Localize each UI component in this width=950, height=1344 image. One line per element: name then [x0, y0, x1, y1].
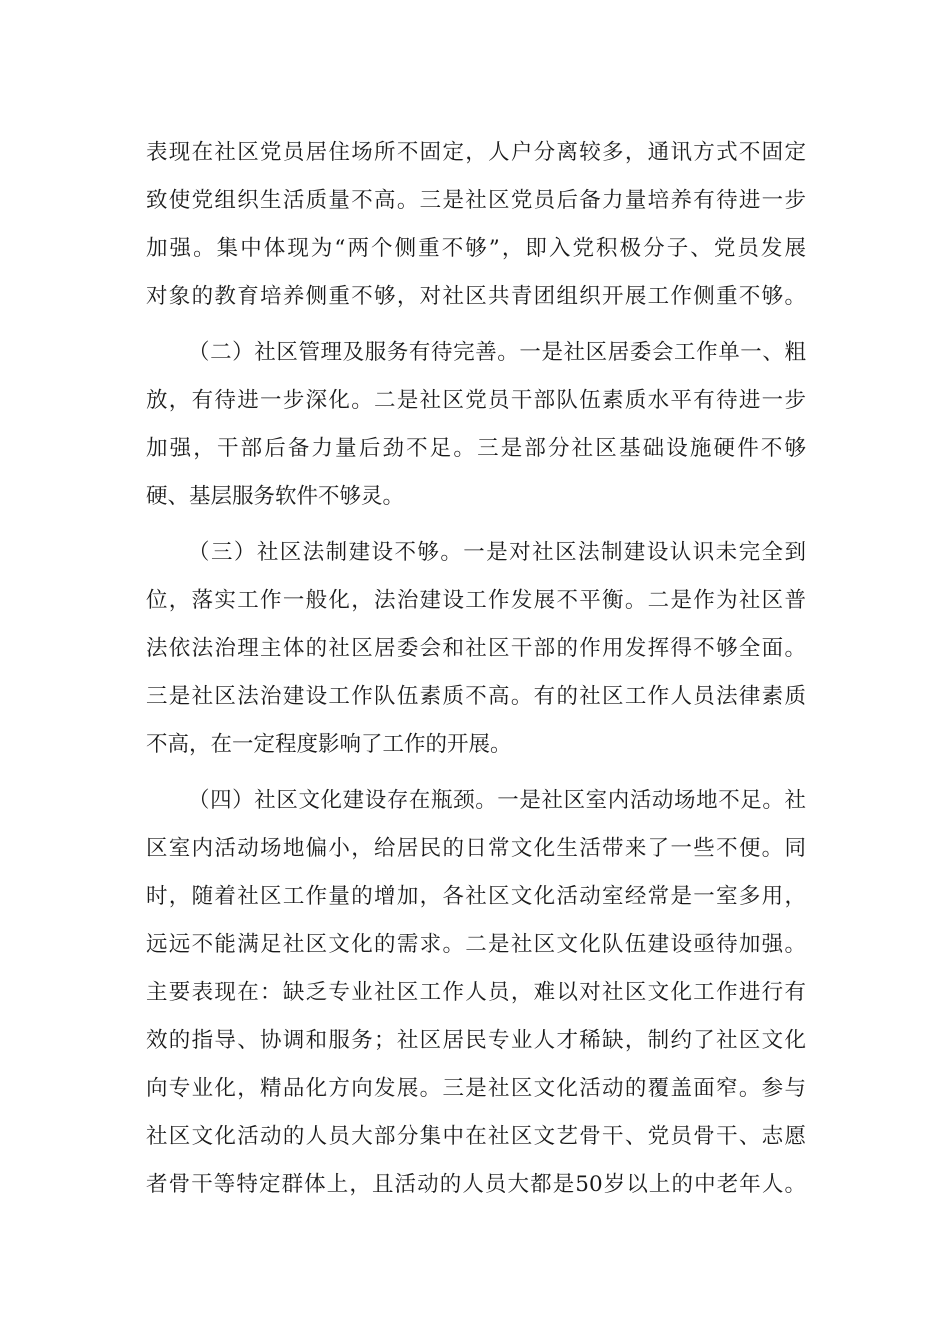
paragraph-heading-line: （三）社区法制建设不够。一是对社区法制建设认识未完全到 — [188, 540, 806, 565]
text-line: 区室内活动场地偏小，给居民的日常文化生活带来了一些不便。同 — [146, 836, 806, 861]
text-line: 向专业化，精品化方向发展。三是社区文化活动的覆盖面窄。参与 — [146, 1076, 806, 1101]
text-line: 加强，干部后备力量后劲不足。三是部分社区基础设施硬件不够 — [146, 436, 806, 461]
text-line: 放，有待进一步深化。二是社区党员干部队伍素质水平有待进一步 — [146, 388, 806, 413]
paragraph-heading-line: （二）社区管理及服务有待完善。一是社区居委会工作单一、粗 — [188, 340, 806, 365]
text-line: 主要表现在：缺乏专业社区工作人员，难以对社区文化工作进行有 — [146, 980, 806, 1005]
text-line: 表现在社区党员居住场所不固定，人户分离较多，通讯方式不固定 — [146, 140, 806, 165]
text-line: 对象的教育培养侧重不够，对社区共青团组织开展工作侧重不够。 — [146, 284, 806, 309]
text-line: 位，落实工作一般化，法治建设工作发展不平衡。二是作为社区普 — [146, 588, 806, 613]
text-line: 加强。集中体现为“两个侧重不够”，即入党积极分子、党员发展 — [146, 236, 806, 261]
text-line: 硬、基层服务软件不够灵。 — [146, 484, 405, 509]
text-line: 三是社区法治建设工作队伍素质不高。有的社区工作人员法律素质 — [146, 684, 806, 709]
text-line: 者骨干等特定群体上，且活动的人员大都是50岁以上的中老年人。 — [146, 1172, 806, 1197]
paragraph-heading-line: （四）社区文化建设存在瓶颈。一是社区室内活动场地不足。社 — [188, 788, 806, 813]
text-line: 法依法治理主体的社区居委会和社区干部的作用发挥得不够全面。 — [146, 636, 806, 661]
text-line: 效的指导、协调和服务；社区居民专业人才稀缺，制约了社区文化 — [146, 1028, 806, 1053]
text-line: 社区文化活动的人员大部分集中在社区文艺骨干、党员骨干、志愿 — [146, 1124, 806, 1149]
text-line: 致使党组织生活质量不高。三是社区党员后备力量培养有待进一步 — [146, 188, 806, 213]
text-line: 时，随着社区工作量的增加，各社区文化活动室经常是一室多用， — [146, 884, 806, 909]
text-line: 远远不能满足社区文化的需求。二是社区文化队伍建设亟待加强。 — [146, 932, 806, 957]
text-line: 不高，在一定程度影响了工作的开展。 — [146, 732, 512, 757]
